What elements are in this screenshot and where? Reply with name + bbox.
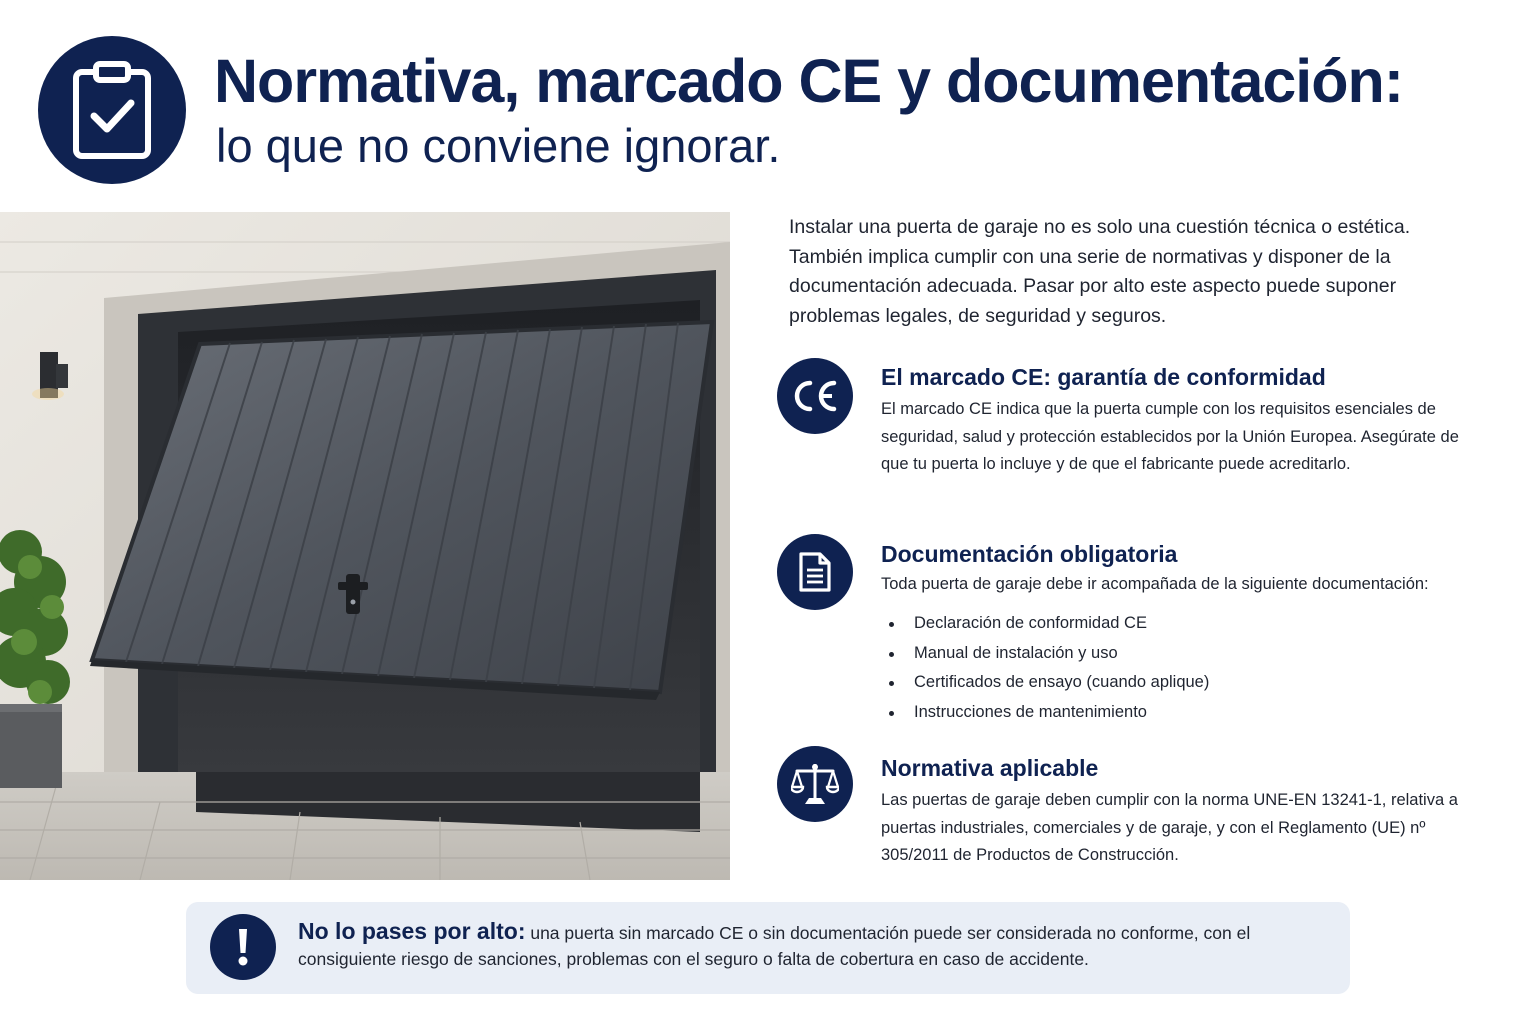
- alert-icon-circle: [210, 914, 276, 980]
- documentation-list: [881, 609, 1209, 727]
- exclamation-icon: [236, 927, 250, 967]
- list-item: Certificados de ensayo (cuando aplique): [881, 668, 1209, 698]
- clipboard-check-icon: [70, 60, 154, 160]
- page-subtitle: lo que no conviene ignorar.: [216, 119, 781, 172]
- garage-door-photo: [0, 212, 730, 880]
- document-icon: [798, 551, 832, 593]
- callout-strong: No lo pases por alto:: [298, 918, 526, 944]
- list-item: Declaración de conformidad CE: [881, 609, 1209, 639]
- intro-paragraph: Instalar una puerta de garaje no es solo una cuestión técnica o estética. También implica cumplir con una serie de normativas y disponer de la documentación adecuada. Pasar por alto este aspecto puede suponer problemas legales, de seguridad y seguros.: [789, 216, 1411, 327]
- section-ce-title: El marcado CE: garantía de conformidad: [881, 364, 1326, 390]
- warning-callout: [186, 902, 1350, 994]
- document-icon-circle: [777, 534, 853, 610]
- page-title: Normativa, marcado CE y documentación:: [214, 47, 1404, 115]
- section-documentation-title: Documentación obligatoria: [881, 541, 1178, 567]
- section-regulation-body: Las puertas de garaje deben cumplir con la norma UNE-EN 13241-1, relativa a puertas industriales, comerciales y de garaje, y con el Reglamento (UE) nº 305/2011 de Productos de Construcción.: [881, 791, 1458, 864]
- section-documentation-body: Toda puerta de garaje debe ir acompañada de la siguiente documentación:: [881, 575, 1429, 593]
- header-badge: [38, 36, 186, 184]
- section-ce-body: El marcado CE indica que la puerta cumple con los requisitos esenciales de seguridad, salud y protección establecidos por la Unión Europea. Asegúrate de que tu puerta lo incluye y de que el fabricante puede acreditarlo.: [881, 400, 1459, 474]
- list-item: Instrucciones de mantenimiento: [881, 698, 1209, 728]
- callout-message: una puerta sin marcado CE o sin documentación puede ser considerada no conforme, con el consiguiente riesgo de sanciones, problemas con el seguro o falta de cobertura en caso de accidente.: [298, 923, 1251, 969]
- ce-mark-icon: [791, 379, 839, 413]
- scales-icon: [791, 761, 839, 807]
- ce-icon-circle: [777, 358, 853, 434]
- callout-text: [298, 918, 1328, 972]
- list-item: Manual de instalación y uso: [881, 639, 1209, 669]
- scales-icon-circle: [777, 746, 853, 822]
- section-regulation-title: Normativa aplicable: [881, 755, 1099, 781]
